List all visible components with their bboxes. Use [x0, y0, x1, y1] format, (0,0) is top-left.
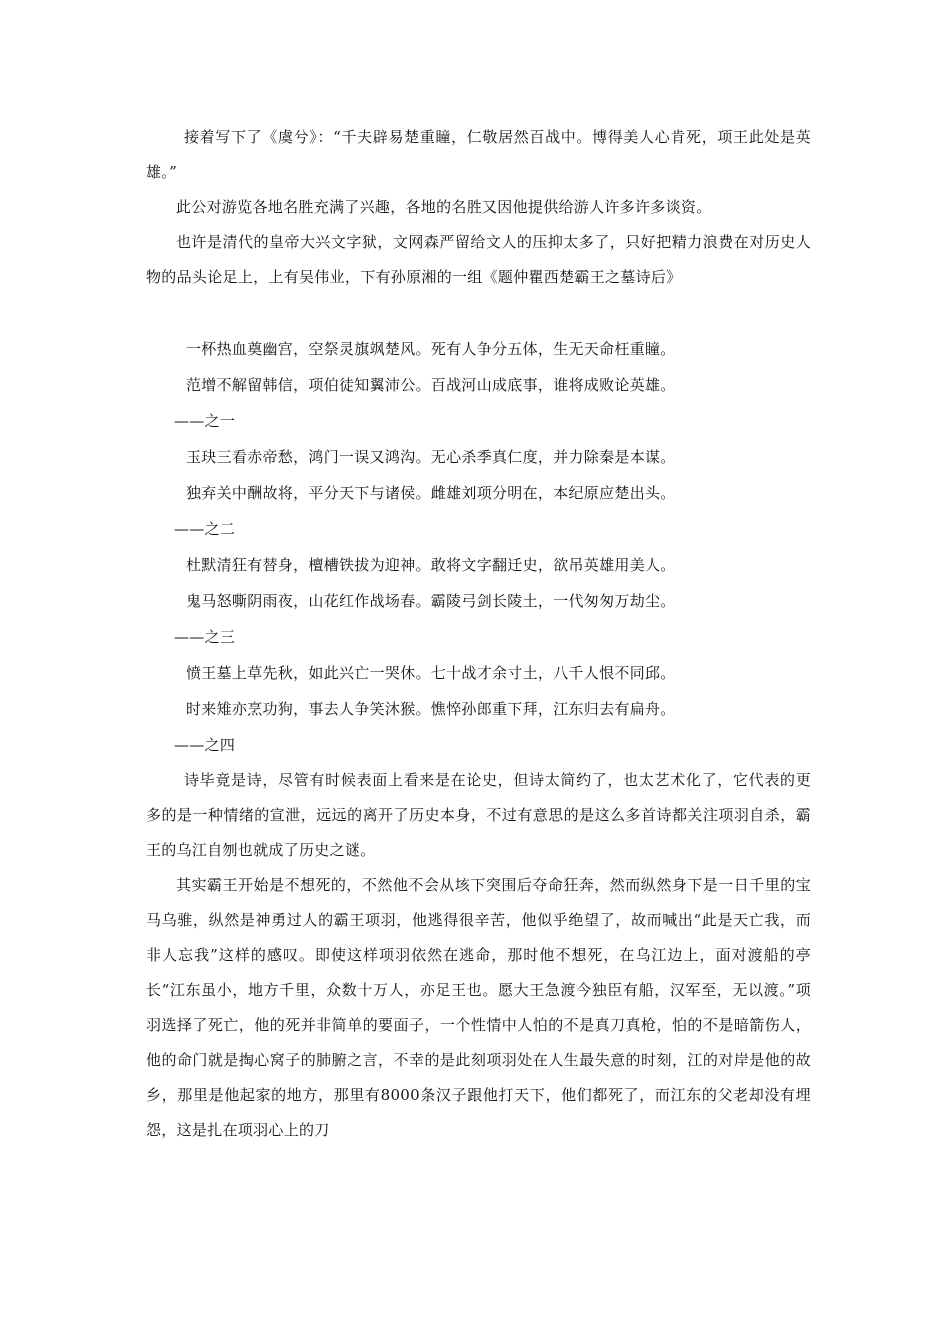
poem-line: 一杯热血奠幽宫，空祭灵旗飒楚风。死有人争分五体，生无天命枉重瞳。	[186, 340, 676, 358]
poem-line: 范增不解留韩信，项伯徒知翼沛公。百战河山成底事，谁将成败论英雄。	[186, 376, 676, 394]
poem-attribution: ——之三	[174, 628, 236, 646]
poem-line: 愤王墓上草先秋，如此兴亡一哭休。七十战才余寸土，八千人恨不同邱。	[186, 664, 676, 682]
poem-4	[146, 655, 811, 763]
paragraph-qing-literary-inquisition: 也许是清代的皇帝大兴文字狱，文网森严留给文人的压抑太多了，只好把精力浪费在对历史人物的品头论足上，上有吴伟业，下有孙原湘的一组《题仲瞿西楚霸王之墓诗后》	[146, 233, 811, 286]
closing-section	[146, 763, 811, 1148]
poem-line: 玉玦三看赤帝愁，鸿门一误又鸿沟。无心杀季真仁度，并力除秦是本谋。	[186, 448, 676, 466]
poem-1	[146, 331, 811, 439]
poem-line: 时来雉亦烹功狗，事去人争笑沐猴。憔悴孙郎重下拜，江东归去有扁舟。	[186, 700, 676, 718]
paragraph-yu-xi: 接着写下了《虞兮》：“千夫辟易楚重瞳，仁敬居然百战中。博得美人心肯死，项王此处是英雄。”	[146, 128, 811, 181]
paragraph-poetry-is-poetry: 诗毕竟是诗，尽管有时候表面上看来是在论史，但诗太简约了，也太艺术化了，它代表的更多的是一种情绪的宣泄，远远的离开了历史本身，不过有意思的是这么多首诗都关注项羽自杀，霸王的乌江自刎也就成了历史之谜。	[146, 771, 811, 859]
paragraph-xiang-yu-wujiang: 其实霸王开始是不想死的，不然他不会从垓下突围后夺命狂奔，然而纵然身下是一日千里的宝马乌骓，纵然是神勇过人的霸王项羽，他逃得很辛苦，他似乎绝望了，故而喊出“此是天亡我，而非人忘我”这样的感叹。即使这样项羽依然在逃命，那时他不想死，在乌江边上，面对渡船的亭长“江东虽小，地方千里，众数十万人，亦足王也。愿大王急渡今独臣有船，汉军至，无以渡。”项羽选择了死亡，他的死并非简单的要面子，一个性情中人怕的不是真刀真枪，怕的不是暗箭伤人，他的命门就是掏心窝子的肺腑之言，不幸的是此刻项羽处在人生最失意的时刻，江的对岸是他的故乡，那里是他起家的地方，那里有8000条汉子跟他打天下，他们都死了，而江东的父老却没有埋怨，这是扎在项羽心上的刀	[146, 876, 811, 1139]
poem-attribution: ——之一	[174, 412, 236, 430]
poem-2	[146, 439, 811, 547]
poem-line: 独弃关中酬故将，平分天下与诸侯。雌雄刘项分明在，本纪原应楚出头。	[186, 484, 676, 502]
poem-collection	[146, 331, 811, 763]
poem-3	[146, 547, 811, 655]
paragraph-scenic-spots: 此公对游览各地名胜充满了兴趣，各地的名胜又因他提供给游人许多许多谈资。	[176, 198, 712, 216]
poem-line: 鬼马怒嘶阴雨夜，山花红作战场春。霸陵弓剑长陵土，一代匆匆万劫尘。	[186, 592, 676, 610]
poem-attribution: ——之二	[174, 520, 236, 538]
poem-attribution: ——之四	[174, 736, 236, 754]
document-body	[146, 120, 811, 1148]
poem-line: 杜默清狂有替身，檀槽铁拔为迎神。敢将文字翻迁史，欲吊英雄用美人。	[186, 556, 676, 574]
